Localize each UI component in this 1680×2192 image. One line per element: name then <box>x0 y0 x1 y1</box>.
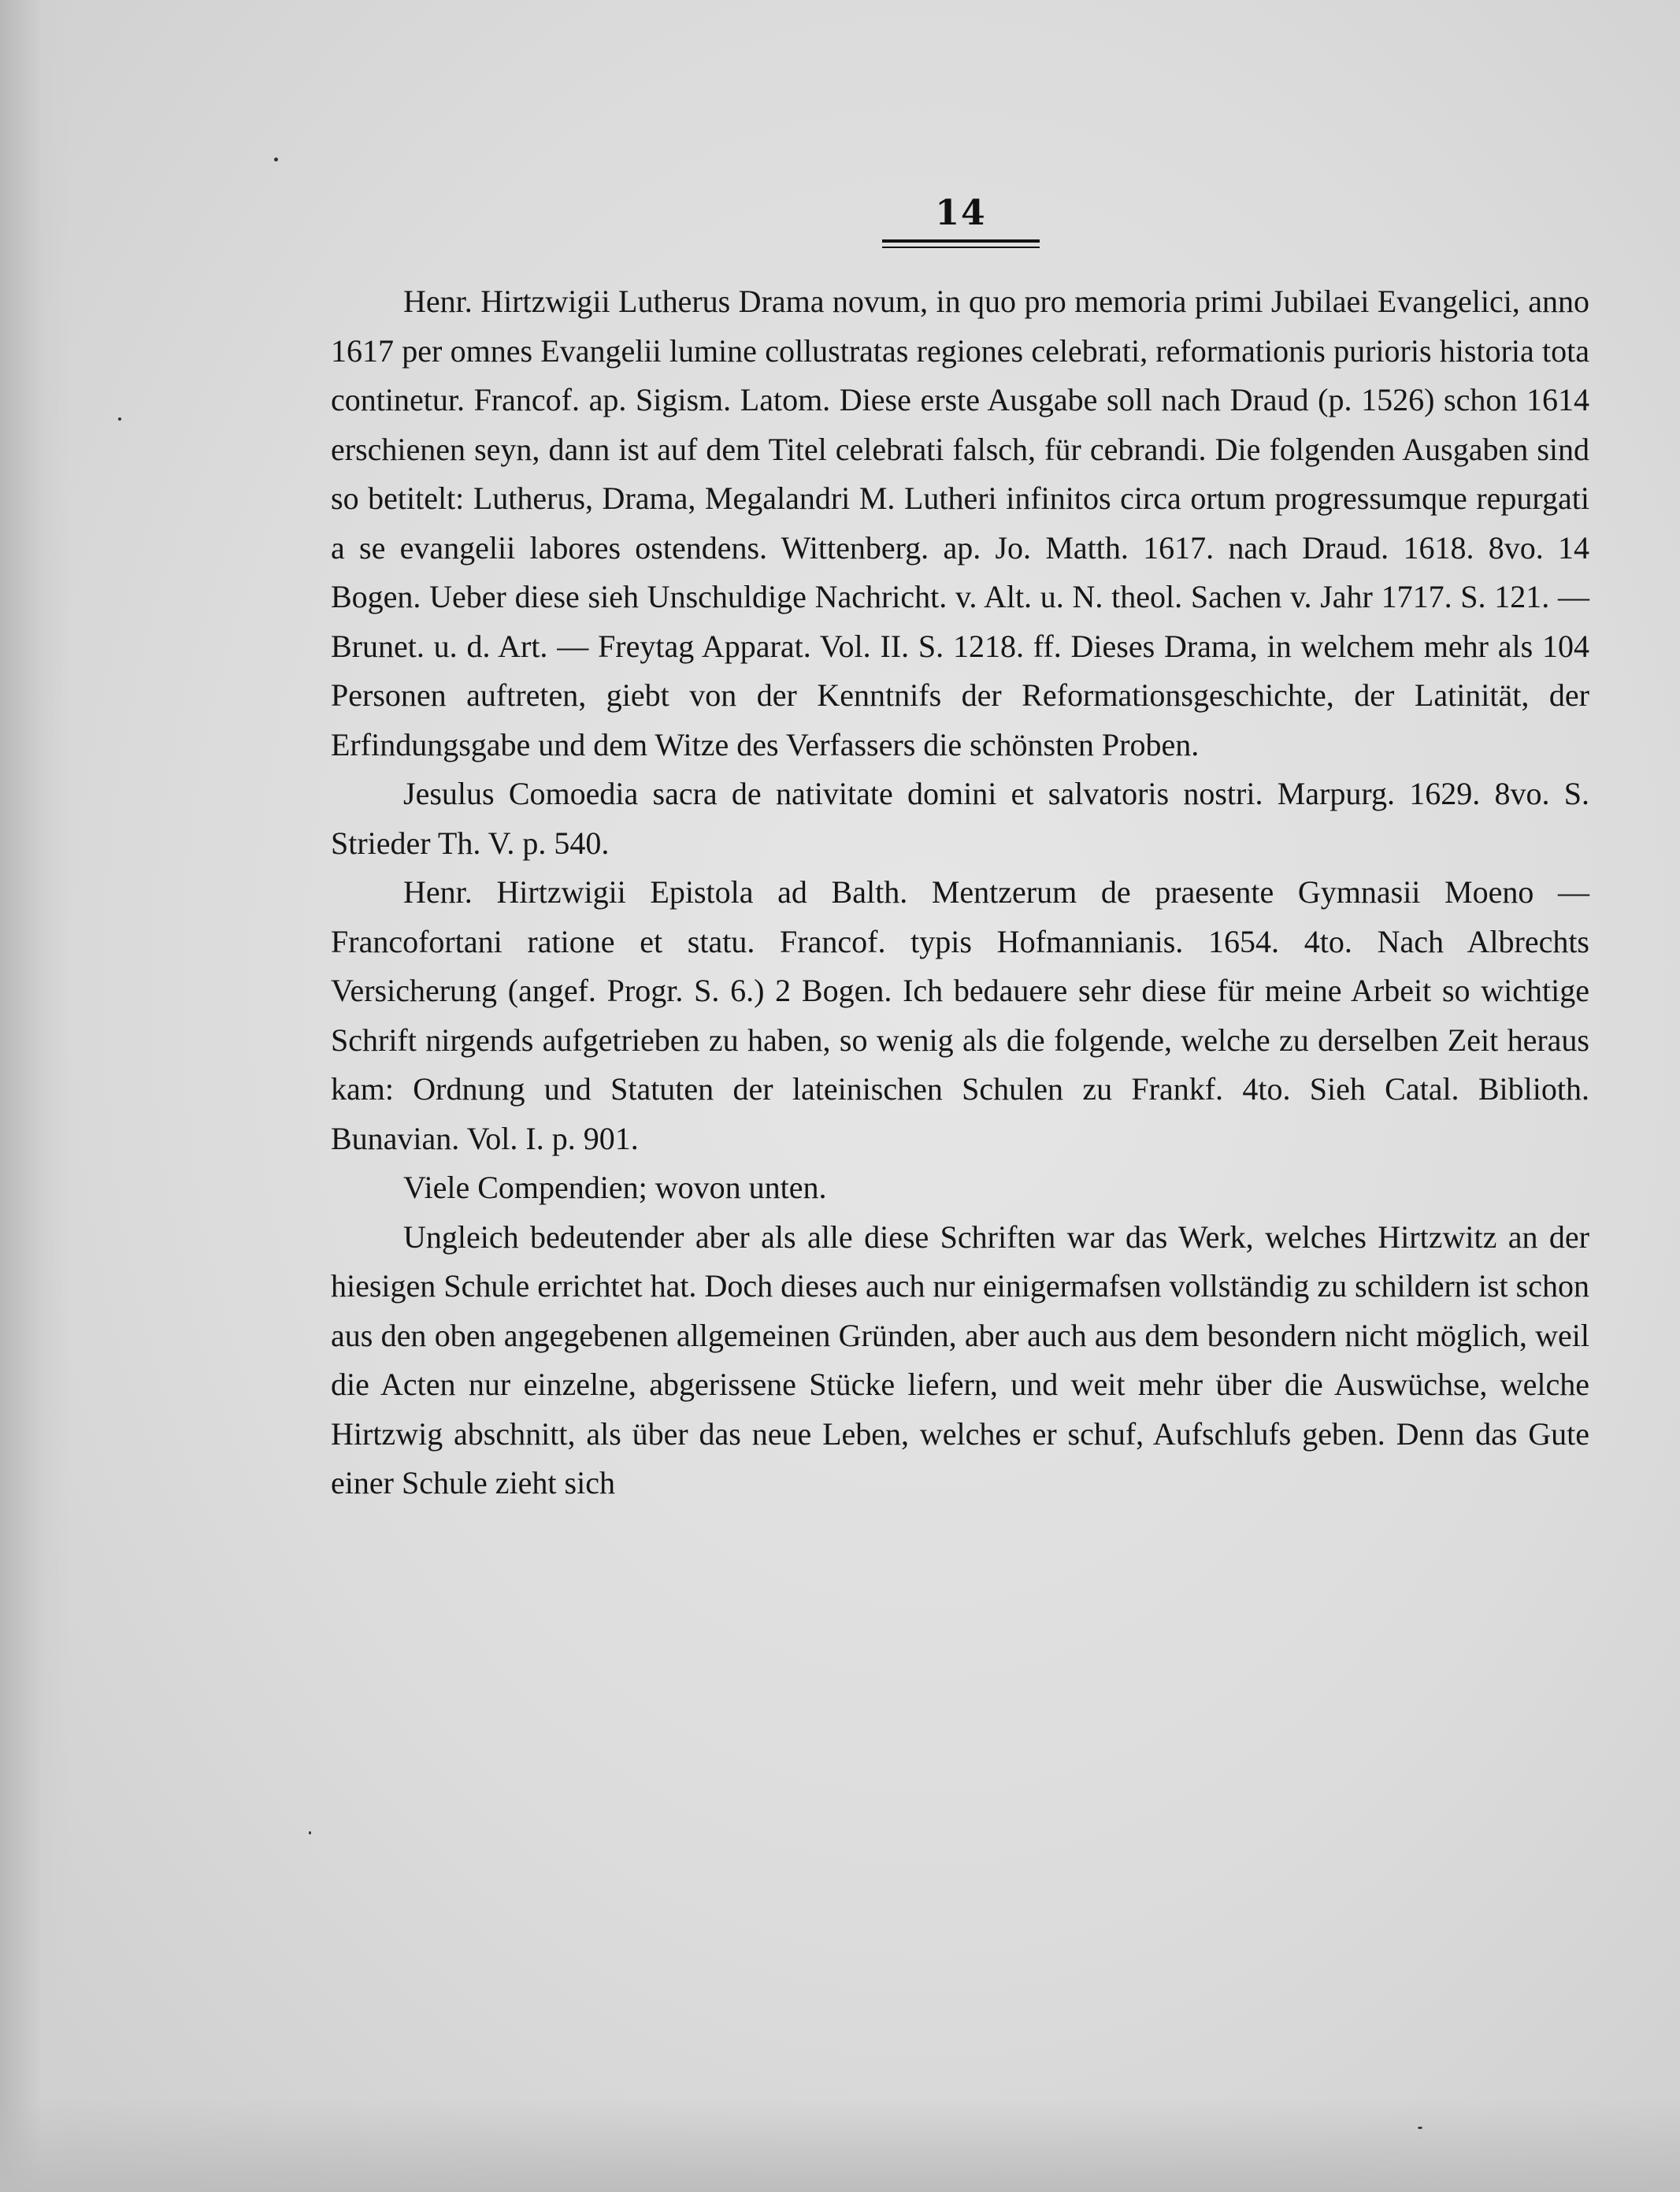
paragraph-hirtzwig-school: Ungleich bedeutender aber als alle diese Schriften war das Werk, welches Hirtzwitz an der hiesigen Schule errichtet hat. Doch dieses auch nur einigermafsen vollständig zu schildern ist schon aus den oben angegebenen allgemeinen Gründen, aber auch aus dem besondern nicht möglich, weil die Acten nur einzelne, abgerissene Stücke liefern, und weit mehr über die Auswüchse, welche Hirtzwig abschnitt, als über das neue Leben, welches er schuf, Aufschlufs geben. Denn das Gute einer Schule zieht sich <box>331 1218 1589 1500</box>
ink-speck <box>274 158 278 161</box>
page-bottom-shadow <box>0 2097 1680 2192</box>
ink-speck <box>118 417 121 421</box>
paragraph-lutherus-drama: Henr. Hirtzwigii Lutherus Drama novum, in quo pro memoria primi Jubilaei Evangelici, anno 1617 per omnes Evangelii lumine collustratas regiones celebrati, reformationis purioris historia tota continetur. Francof. ap. Sigism. Latom. Diese erste Ausgabe soll nach Draud (p. 1526) schon 1614 erschienen seyn, dann ist auf dem Titel celebrati falsch, für cebrandi. Die folgenden Ausgaben sind so betitelt: Lutherus, Drama, Megalandri M. Lutheri infinitos circa ortum progressumque repurgati a se evangelii labores ostendens. Wittenberg. ap. Jo. Matth. 1617. nach Draud. 1618. 8vo. 14 Bogen. Ueber diese sieh Unschuldige Nachricht. v. Alt. u. N. theol. Sachen v. Jahr 1717. S. 121. — Brunet. u. d. Art. — Freytag Apparat. Vol. II. S. 1218. ff. Dieses Drama, in welchem mehr als 104 Personen auftreten, giebt von der Kenntnifs der Reformationsgeschichte, der Latinität, der Erfindungsgabe und dem Witze des Verfassers die schönsten Proben. <box>331 284 1589 762</box>
body-text <box>331 277 1589 1508</box>
paragraph-epistola: Henr. Hirtzwigii Epistola ad Balth. Mentzerum de praesente Gymnasii Moeno — Francofortani ratione et statu. Francof. typis Hofmannianis. 1654. 4to. Nach Albrechts Versicherung (angef. Progr. S. 6.) 2 Bogen. Ich bedauere sehr diese für meine Arbeit so wichtige Schrift nirgends aufgetrieben zu haben, so wenig als die folgende, welche zu derselben Zeit heraus kam: Ordnung und Statuten der lateinischen Schulen zu Frankf. 4to. Sieh Catal. Biblioth. Bunavian. Vol. I. p. 901. <box>331 874 1589 1156</box>
paragraph-jesulus-comoedia: Jesulus Comoedia sacra de nativitate domini et salvatoris nostri. Marpurg. 1629. 8vo. S. Strieder Th. V. p. 540. <box>331 776 1589 861</box>
ink-speck <box>309 1831 311 1834</box>
ink-speck <box>1418 2127 1422 2129</box>
page-number: 14 <box>935 193 987 233</box>
paragraph-compendien: Viele Compendien; wovon unten. <box>403 1170 827 1205</box>
page-edge-shadow <box>0 0 71 2192</box>
header-rule-thin <box>882 247 1040 248</box>
header-rule <box>882 239 1040 243</box>
